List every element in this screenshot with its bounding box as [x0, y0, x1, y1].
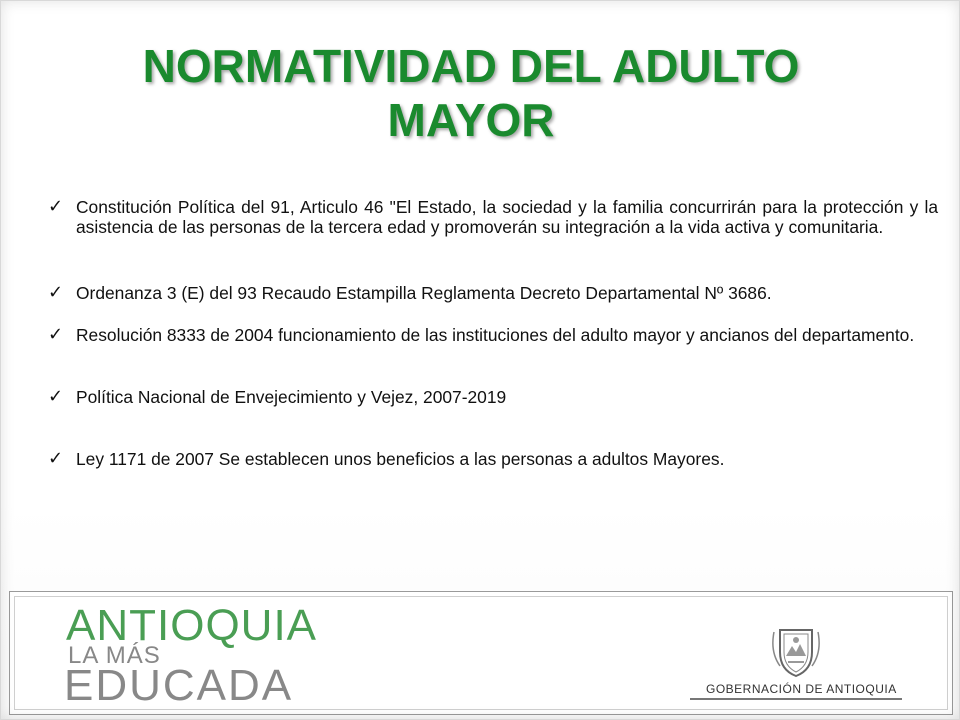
brand-line-antioquia: ANTIOQUIA	[66, 601, 318, 650]
check-icon: ✓	[48, 196, 64, 217]
list-item	[46, 449, 938, 469]
list-item-text: Política Nacional de Envejecimiento y Vejez, 2007-2019	[76, 387, 507, 407]
government-underline	[690, 698, 902, 700]
government-name: GOBERNACIÓN DE ANTIOQUIA	[706, 682, 897, 696]
page-title	[61, 39, 881, 147]
title-line-2: MAYOR	[387, 94, 555, 146]
coat-of-arms-icon	[766, 622, 826, 682]
list-item	[46, 325, 938, 345]
title-line-1: NORMATIVIDAD DEL ADULTO	[142, 40, 800, 92]
list-item-text: Ley 1171 de 2007 Se establecen unos beneficios a las personas a adultos Mayores.	[76, 449, 725, 469]
list-item	[46, 283, 938, 303]
brand-line-educada: EDUCADA	[64, 661, 294, 710]
list-item-text: Resolución 8333 de 2004 funcionamiento de las instituciones del adulto mayor y ancianos del departamento.	[76, 325, 915, 345]
list-item-text: Constitución Política del 91, Articulo 46 "El Estado, la sociedad y la familia concurrirán para la protección y la asistencia de las personas de la tercera edad y promoverán su integración a la vida activa y comunitaria.	[76, 197, 938, 237]
list-item-text: Ordenanza 3 (E) del 93 Recaudo Estampilla Reglamenta Decreto Departamental Nº 3686.	[76, 283, 772, 303]
brand-line-la-mas: LA MÁS	[68, 642, 161, 669]
check-icon: ✓	[48, 282, 64, 303]
footer-banner	[9, 591, 953, 715]
norms-list	[46, 197, 938, 469]
check-icon: ✓	[48, 386, 64, 407]
list-item	[46, 387, 938, 407]
list-item	[46, 197, 938, 237]
check-icon: ✓	[48, 324, 64, 345]
check-icon: ✓	[48, 448, 64, 469]
